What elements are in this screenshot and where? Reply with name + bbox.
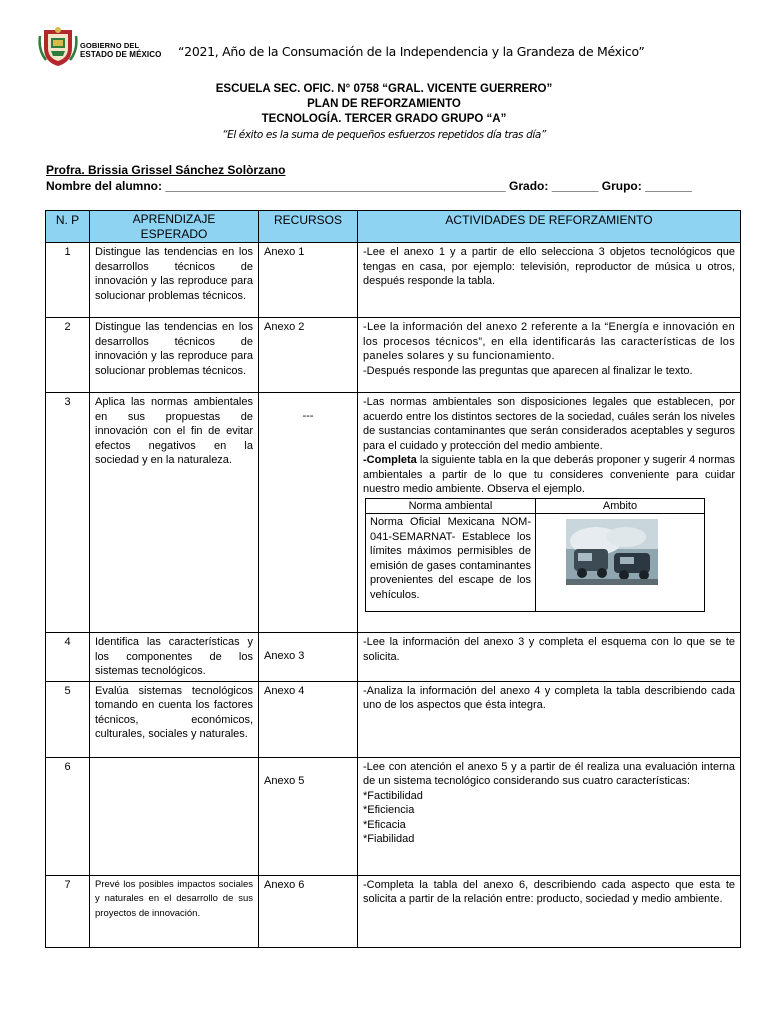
row-actividad-text: -Después responde las preguntas que aparecen al finalizar le texto.: [363, 364, 693, 377]
student-info: [46, 162, 692, 194]
teacher-name: Profra. Brissia Grissel Sánchez Solòrzano: [46, 163, 286, 177]
vehicle-exhaust-image: [566, 519, 658, 585]
row-actividad: -Completa la tabla del anexo 6, describiendo cada aspecto que esta te solicita a partir de la relación entre: producto, sociedad y medio ambiente.: [358, 875, 741, 947]
table-row: [46, 681, 741, 757]
year-motto: “2021, Año de la Consumación de la Independencia y la Grandeza de México”: [178, 44, 645, 59]
example-norms-table: [365, 498, 705, 613]
estado-de-mexico-logo: [38, 26, 78, 68]
student-name-line: Nombre del alumno: ___________________________________________________ Grado: _______ Grupo: _______: [46, 179, 692, 193]
example-ambito-cell: [536, 514, 705, 612]
row-number: 3: [46, 393, 90, 633]
row-actividad-text: -Lee con atención el anexo 5 y a partir de él realiza una evaluación interna de un sistema tecnológico considerando sus cuatro características:: [363, 760, 735, 787]
row-actividad: [358, 318, 741, 393]
row-aprendizaje: Evalúa sistemas tecnológicos tomando en cuenta los factores técnicos, económicos, culturales, sociales y naturales.: [90, 681, 259, 757]
row-aprendizaje: Distingue las tendencias en los desarrollos técnicos de innovación y las reproduce para solucionar problemas técnicos.: [90, 318, 259, 393]
list-item: *Fiabilidad: [363, 833, 415, 845]
table-row: [46, 318, 741, 393]
row-actividad: -Analiza la información del anexo 4 y completa la tabla describiendo cada uno de los aspectos que ésta integra.: [358, 681, 741, 757]
header-actividades: ACTIVIDADES DE REFORZAMIENTO: [358, 211, 741, 243]
row-recurso: Anexo 1: [259, 243, 358, 318]
row-actividad-instruction: -Completa la siguiente tabla en la que deberás proponer y sugerir 4 normas ambientales a partir de lo que tu consideres conveniente para cuidar nuestro medio ambiente. Observa el ejemplo.: [363, 454, 735, 495]
row-aprendizaje: Identifica las características y los componentes de los sistemas tecnológicos.: [90, 633, 259, 682]
list-item: *Factibilidad: [363, 789, 423, 802]
table-row: [46, 393, 741, 633]
row-aprendizaje: Prevé los posibles impactos sociales y naturales en el desarrollo de sus proyectos de innovación.: [90, 875, 259, 947]
list-item: *Eficacia: [363, 818, 406, 831]
row-aprendizaje: [90, 757, 259, 875]
row-recurso: ---: [259, 393, 358, 633]
header-np: N. P: [46, 211, 90, 243]
header-aprendizaje: APRENDIZAJE ESPERADO: [90, 211, 259, 243]
row-number: 1: [46, 243, 90, 318]
government-label: GOBIERNO DEL ESTADO DE MÉXICO: [80, 41, 162, 59]
row-number: 2: [46, 318, 90, 393]
table-row: [46, 757, 741, 875]
row-recurso: Anexo 6: [259, 875, 358, 947]
row-aprendizaje: Distingue las tendencias en los desarrollos técnicos de innovación y las reproduce para solucionar problemas técnicos.: [90, 243, 259, 318]
motivational-quote: “El éxito es la suma de pequeños esfuerzos repetidos día tras día”: [222, 129, 546, 141]
table-row: [46, 633, 741, 682]
example-norm-text: Norma Oficial Mexicana NOM-041-SEMARNAT- Establece los límites máximos permisibles de emisión de gases contaminantes provenientes del escape de los vehículos.: [366, 514, 536, 612]
row-actividad-text: -Lee la información del anexo 2 referente a la “Energía e innovación en los procesos técnicos”, en ella identificarás las características de los paneles solares y su funcionamiento.: [363, 321, 735, 362]
table-header-row: [46, 211, 741, 243]
row-number: 7: [46, 875, 90, 947]
list-item: *Eficiencia: [363, 804, 415, 816]
row-recurso: Anexo 5: [259, 757, 358, 875]
row-recurso: Anexo 2: [259, 318, 358, 393]
plan-title: PLAN DE REFORZAMIENTO: [307, 98, 461, 110]
row-aprendizaje: Aplica las normas ambientales en sus propuestas de innovación con el fin de evitar efectos negativos en la sociedad y en la naturaleza.: [90, 393, 259, 633]
subject-title: TECNOLOGÍA. TERCER GRADO GRUPO “A”: [261, 113, 507, 125]
inner-header-norma: Norma ambiental: [366, 498, 536, 514]
row-number: 6: [46, 757, 90, 875]
table-row: [46, 243, 741, 318]
page-header: [38, 26, 738, 72]
row-actividad: -Lee la información del anexo 3 y completa el esquema con lo que se te solicita.: [358, 633, 741, 682]
row-actividad: [358, 757, 741, 875]
row-actividad-text: -Las normas ambientales son disposiciones legales que establecen, por acuerdo entre los distintos sectores de la sociedad, cuáles serán los niveles de sustancias contaminantes que serán considerados aceptables y seguros para el cuidado y protección del medio ambiente.: [363, 396, 735, 452]
inner-header-ambito: Ambito: [536, 498, 705, 514]
row-recurso: Anexo 4: [259, 681, 358, 757]
reinforcement-table: [45, 210, 741, 948]
school-name: ESCUELA SEC. OFIC. N° 0758 “GRAL. VICENTE GUERRERO”: [215, 83, 553, 95]
document-titles: [0, 82, 768, 143]
header-recursos: RECURSOS: [259, 211, 358, 243]
row-actividad: -Lee el anexo 1 y a partir de ello selecciona 3 objetos tecnológicos que tengas en casa, por ejemplo: televisión, reproductor de música u otros, después responde la tabla.: [358, 243, 741, 318]
table-row: [46, 875, 741, 947]
row-number: 5: [46, 681, 90, 757]
row-recurso: Anexo 3: [259, 633, 358, 682]
row-number: 4: [46, 633, 90, 682]
row-actividad: [358, 393, 741, 633]
